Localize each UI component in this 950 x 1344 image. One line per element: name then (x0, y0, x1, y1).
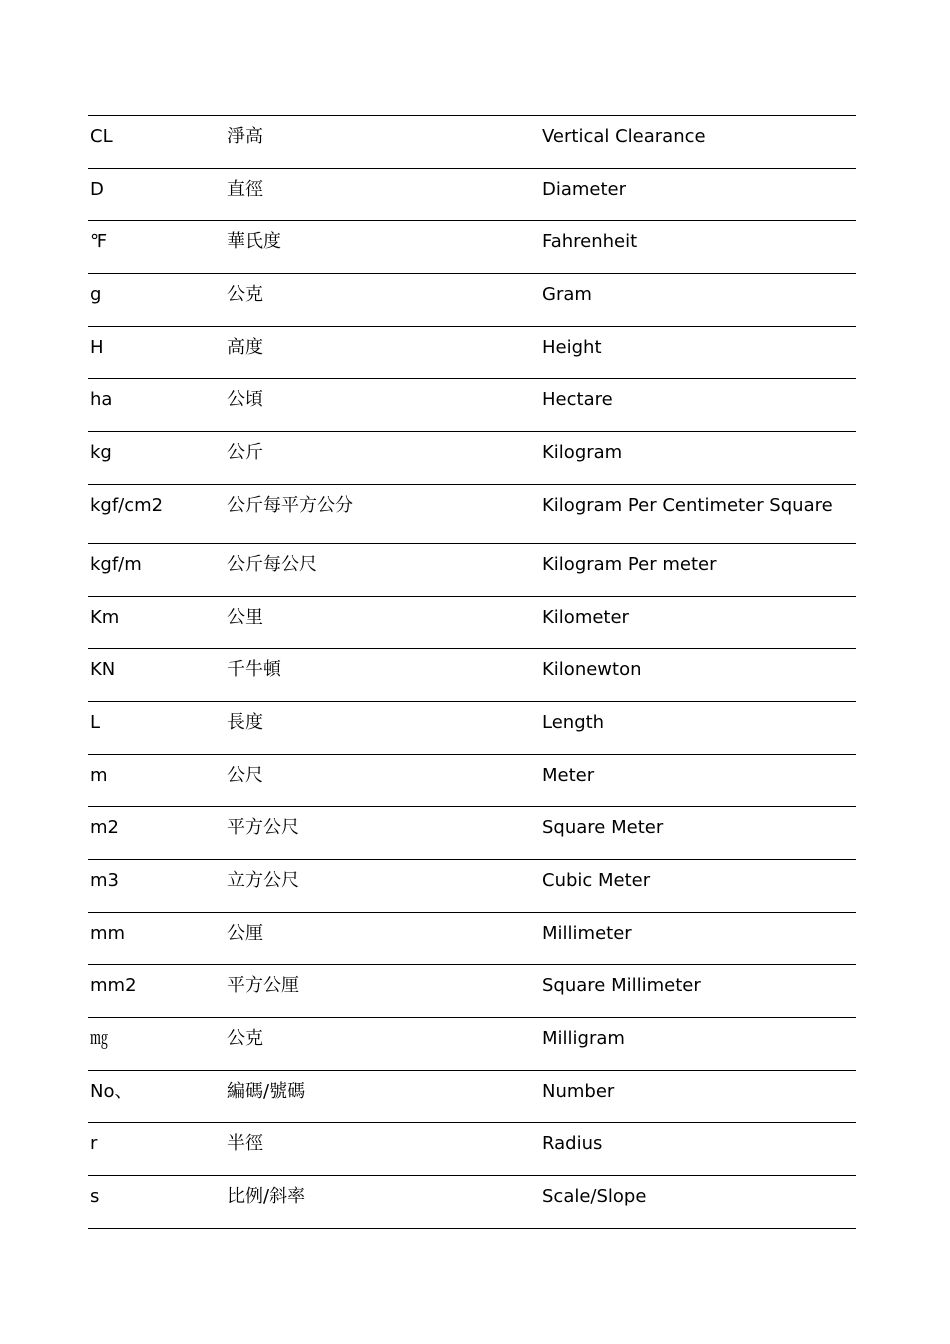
abbreviation-cell: m3 (88, 859, 225, 912)
chinese-term-cell: 直徑 (225, 168, 540, 221)
chinese-term-cell: 公斤每平方公分 (225, 484, 540, 543)
table-row (88, 912, 856, 965)
table-row (88, 543, 856, 596)
table-row (88, 807, 856, 860)
chinese-term-cell: 立方公尺 (225, 859, 540, 912)
table-row (88, 168, 856, 221)
abbreviation-cell: g (88, 274, 225, 327)
abbreviation-cell: ℉ (88, 221, 225, 274)
english-term-cell: Kilogram (540, 432, 856, 485)
abbreviation-cell: m2 (88, 807, 225, 860)
table-row (88, 649, 856, 702)
english-term-cell: Meter (540, 754, 856, 807)
chinese-term-cell: 公克 (225, 1018, 540, 1071)
chinese-term-cell: 編碼/號碼 (225, 1070, 540, 1123)
english-term-cell: Millimeter (540, 912, 856, 965)
abbreviation-cell: r (88, 1123, 225, 1176)
abbreviation-cell: mm (88, 912, 225, 965)
abbreviation-cell: mm2 (88, 965, 225, 1018)
abbreviation-cell: Km (88, 596, 225, 649)
english-term-cell: Kilometer (540, 596, 856, 649)
table-row (88, 1123, 856, 1176)
abbreviation-cell: No、 (88, 1070, 225, 1123)
chinese-term-cell: 公斤 (225, 432, 540, 485)
table-row (88, 596, 856, 649)
english-term-cell: Milligram (540, 1018, 856, 1071)
english-term-cell: Diameter (540, 168, 856, 221)
english-term-cell: Fahrenheit (540, 221, 856, 274)
english-term-cell: Cubic Meter (540, 859, 856, 912)
table-row (88, 754, 856, 807)
chinese-term-cell: 華氏度 (225, 221, 540, 274)
abbreviation-cell: H (88, 326, 225, 379)
table-row (88, 1070, 856, 1123)
english-term-cell: Length (540, 701, 856, 754)
abbreviation-cell: CL (88, 116, 225, 169)
table-row (88, 326, 856, 379)
table-row (88, 484, 856, 543)
table-row (88, 221, 856, 274)
chinese-term-cell: 高度 (225, 326, 540, 379)
chinese-term-cell: 公厘 (225, 912, 540, 965)
abbreviation-cell: kgf/cm2 (88, 484, 225, 543)
chinese-term-cell: 公頃 (225, 379, 540, 432)
table-row (88, 274, 856, 327)
english-term-cell: Kilonewton (540, 649, 856, 702)
table-row (88, 701, 856, 754)
abbreviation-cell: ha (88, 379, 225, 432)
table-row (88, 1176, 856, 1229)
english-term-cell: Kilogram Per Centimeter Square (540, 484, 856, 543)
english-term-cell: Hectare (540, 379, 856, 432)
english-term-cell: Vertical Clearance (540, 116, 856, 169)
chinese-term-cell: 比例/斜率 (225, 1176, 540, 1229)
abbreviation-cell: D (88, 168, 225, 221)
english-term-cell: Square Meter (540, 807, 856, 860)
abbreviation-cell: s (88, 1176, 225, 1229)
chinese-term-cell: 平方公尺 (225, 807, 540, 860)
abbreviation-cell: m (88, 754, 225, 807)
abbreviation-table (88, 115, 856, 1229)
english-term-cell: Kilogram Per meter (540, 543, 856, 596)
abbreviation-cell: kg (88, 432, 225, 485)
chinese-term-cell: 平方公厘 (225, 965, 540, 1018)
abbreviation-cell: ㎎ (88, 1018, 225, 1071)
english-term-cell: Scale/Slope (540, 1176, 856, 1229)
chinese-term-cell: 公尺 (225, 754, 540, 807)
english-term-cell: Height (540, 326, 856, 379)
table-row (88, 432, 856, 485)
table-row (88, 116, 856, 169)
chinese-term-cell: 長度 (225, 701, 540, 754)
abbreviation-cell: L (88, 701, 225, 754)
chinese-term-cell: 公斤每公尺 (225, 543, 540, 596)
abbreviation-cell: kgf/m (88, 543, 225, 596)
table-row (88, 965, 856, 1018)
table-row (88, 859, 856, 912)
table-row (88, 379, 856, 432)
chinese-term-cell: 公里 (225, 596, 540, 649)
abbreviation-cell: KN (88, 649, 225, 702)
english-term-cell: Gram (540, 274, 856, 327)
chinese-term-cell: 半徑 (225, 1123, 540, 1176)
chinese-term-cell: 公克 (225, 274, 540, 327)
english-term-cell: Square Millimeter (540, 965, 856, 1018)
chinese-term-cell: 淨高 (225, 116, 540, 169)
chinese-term-cell: 千牛頓 (225, 649, 540, 702)
english-term-cell: Radius (540, 1123, 856, 1176)
english-term-cell: Number (540, 1070, 856, 1123)
table-row (88, 1018, 856, 1071)
